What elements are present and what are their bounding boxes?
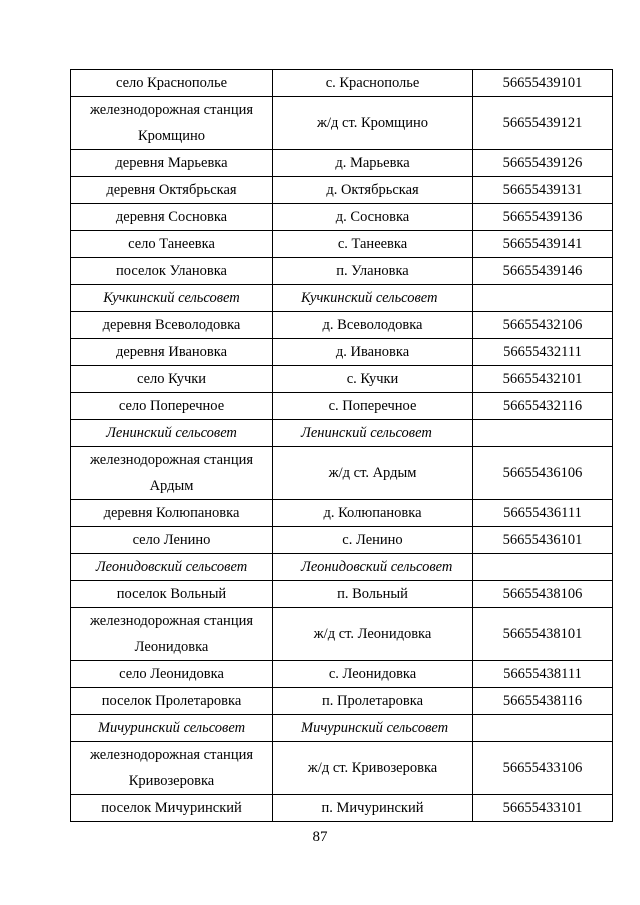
- settlement-name-cell: Леонидовский сельсовет: [71, 554, 273, 581]
- settlement-name-cell: поселок Пролетаровка: [71, 688, 273, 715]
- oktmo-code-cell: 56655439146: [473, 258, 613, 285]
- settlement-short-name-cell: Мичуринский сельсовет: [273, 715, 473, 742]
- table-row: [71, 500, 613, 527]
- settlement-name-cell: поселок Улановка: [71, 258, 273, 285]
- settlement-short-name-cell: Кучкинский сельсовет: [273, 285, 473, 312]
- settlement-short-name-cell: ж/д ст. Леонидовка: [273, 608, 473, 661]
- oktmo-code-cell: 56655433101: [473, 795, 613, 822]
- settlement-name-cell: деревня Ивановка: [71, 339, 273, 366]
- table-row: [71, 608, 613, 661]
- oktmo-code-cell: [473, 420, 613, 447]
- settlement-registry-table: [70, 69, 613, 822]
- oktmo-code-cell: 56655436111: [473, 500, 613, 527]
- table-row: [71, 742, 613, 795]
- table-row: [71, 177, 613, 204]
- settlement-short-name-cell: д. Марьевка: [273, 150, 473, 177]
- settlement-short-name-cell: ж/д ст. Ардым: [273, 447, 473, 500]
- oktmo-code-cell: [473, 715, 613, 742]
- settlement-short-name-cell: с. Поперечное: [273, 393, 473, 420]
- settlement-name-cell: деревня Сосновка: [71, 204, 273, 231]
- settlement-name-cell: село Танеевка: [71, 231, 273, 258]
- table-row-council: [71, 554, 613, 581]
- settlement-short-name-cell: с. Ленино: [273, 527, 473, 554]
- oktmo-code-cell: 56655439136: [473, 204, 613, 231]
- oktmo-code-cell: 56655438111: [473, 661, 613, 688]
- table-row: [71, 661, 613, 688]
- table-row: [71, 366, 613, 393]
- settlement-name-cell: поселок Вольный: [71, 581, 273, 608]
- oktmo-code-cell: 56655439121: [473, 97, 613, 150]
- table-row-council: [71, 420, 613, 447]
- settlement-short-name-cell: ж/д ст. Кривозеровка: [273, 742, 473, 795]
- settlement-name-cell: деревня Октябрьская: [71, 177, 273, 204]
- oktmo-code-cell: 56655436101: [473, 527, 613, 554]
- table-row: [71, 150, 613, 177]
- settlement-name-cell: село Краснополье: [71, 70, 273, 97]
- settlement-short-name-cell: д. Ивановка: [273, 339, 473, 366]
- oktmo-code-cell: 56655432106: [473, 312, 613, 339]
- table-row: [71, 527, 613, 554]
- oktmo-code-cell: 56655436106: [473, 447, 613, 500]
- table-row: [71, 70, 613, 97]
- settlement-short-name-cell: п. Мичуринский: [273, 795, 473, 822]
- oktmo-code-cell: 56655439131: [473, 177, 613, 204]
- settlement-name-cell: железнодорожная станция Леонидовка: [71, 608, 273, 661]
- oktmo-code-cell: 56655439101: [473, 70, 613, 97]
- table-row: [71, 447, 613, 500]
- settlement-short-name-cell: п. Пролетаровка: [273, 688, 473, 715]
- settlement-name-cell: село Леонидовка: [71, 661, 273, 688]
- page-number: 87: [312, 829, 328, 845]
- settlement-short-name-cell: с. Кучки: [273, 366, 473, 393]
- settlement-short-name-cell: с. Танеевка: [273, 231, 473, 258]
- settlement-name-cell: село Ленино: [71, 527, 273, 554]
- settlement-short-name-cell: п. Улановка: [273, 258, 473, 285]
- table-row: [71, 258, 613, 285]
- oktmo-code-cell: 56655432111: [473, 339, 613, 366]
- table-row: [71, 339, 613, 366]
- settlement-short-name-cell: ж/д ст. Кромщино: [273, 97, 473, 150]
- table-row: [71, 231, 613, 258]
- settlement-short-name-cell: д. Сосновка: [273, 204, 473, 231]
- table-row: [71, 97, 613, 150]
- settlement-name-cell: деревня Марьевка: [71, 150, 273, 177]
- settlement-name-cell: железнодорожная станция Кривозеровка: [71, 742, 273, 795]
- table-row: [71, 688, 613, 715]
- table-row-council: [71, 285, 613, 312]
- settlement-short-name-cell: п. Вольный: [273, 581, 473, 608]
- table-row: [71, 581, 613, 608]
- oktmo-code-cell: 56655432101: [473, 366, 613, 393]
- settlement-short-name-cell: д. Всеволодовка: [273, 312, 473, 339]
- settlement-name-cell: село Поперечное: [71, 393, 273, 420]
- settlement-short-name-cell: Ленинский сельсовет: [273, 420, 473, 447]
- settlement-name-cell: железнодорожная станция Кромщино: [71, 97, 273, 150]
- table-body: [71, 70, 613, 822]
- settlement-name-cell: железнодорожная станция Ардым: [71, 447, 273, 500]
- oktmo-code-cell: 56655438101: [473, 608, 613, 661]
- table-row-council: [71, 715, 613, 742]
- settlement-name-cell: село Кучки: [71, 366, 273, 393]
- settlement-name-cell: деревня Всеволодовка: [71, 312, 273, 339]
- oktmo-code-cell: [473, 554, 613, 581]
- settlement-short-name-cell: с. Краснополье: [273, 70, 473, 97]
- settlement-name-cell: Мичуринский сельсовет: [71, 715, 273, 742]
- settlement-name-cell: поселок Мичуринский: [71, 795, 273, 822]
- settlement-name-cell: Ленинский сельсовет: [71, 420, 273, 447]
- oktmo-code-cell: 56655439141: [473, 231, 613, 258]
- settlement-short-name-cell: Леонидовский сельсовет: [273, 554, 473, 581]
- table-row: [71, 312, 613, 339]
- oktmo-code-cell: 56655433106: [473, 742, 613, 795]
- oktmo-code-cell: [473, 285, 613, 312]
- table-row: [71, 795, 613, 822]
- settlement-short-name-cell: д. Колюпановка: [273, 500, 473, 527]
- oktmo-code-cell: 56655439126: [473, 150, 613, 177]
- table-row: [71, 393, 613, 420]
- settlement-short-name-cell: с. Леонидовка: [273, 661, 473, 688]
- table-row: [71, 204, 613, 231]
- settlement-short-name-cell: д. Октябрьская: [273, 177, 473, 204]
- oktmo-code-cell: 56655438116: [473, 688, 613, 715]
- oktmo-code-cell: 56655432116: [473, 393, 613, 420]
- settlement-name-cell: Кучкинский сельсовет: [71, 285, 273, 312]
- oktmo-code-cell: 56655438106: [473, 581, 613, 608]
- settlement-name-cell: деревня Колюпановка: [71, 500, 273, 527]
